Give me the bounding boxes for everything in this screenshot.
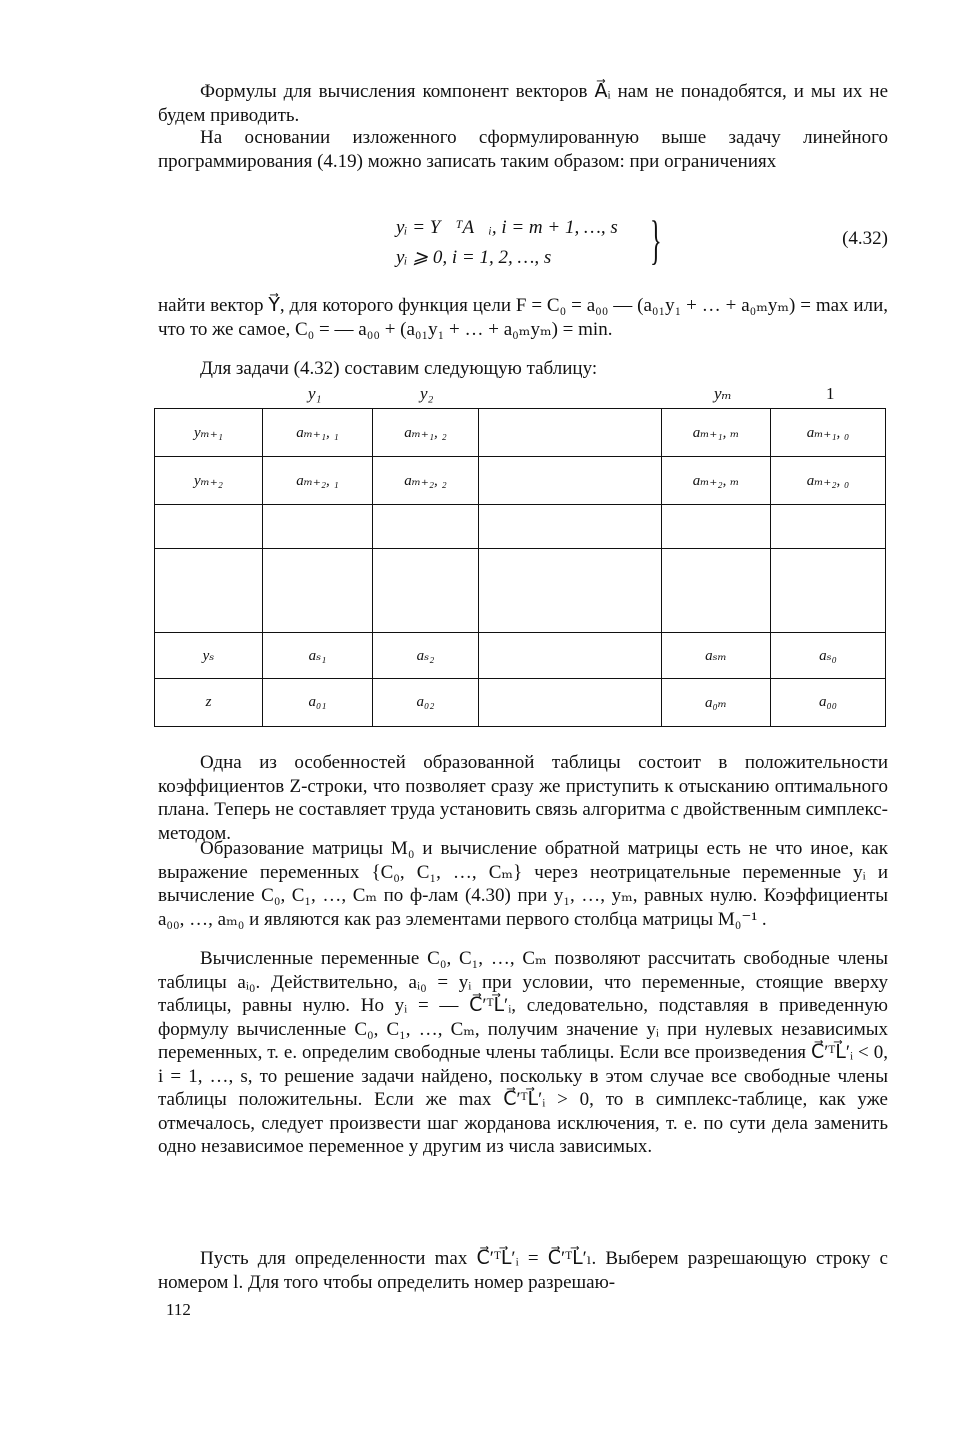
paragraph-7: Вычисленные переменные C₀, C₁, …, Cₘ позволяют рассчитать свободные члены таблицы aᵢ₀. Действительно, aᵢ₀ = yᵢ при условии, что переменные, стоящие вверху таблицы, равны нулю. Но yᵢ = — C⃗′ᵀL⃗′ᵢ, следовательно, подставляя в приведенную формулу вычисленные C₀, C₁, …, Cₘ, получим значение yᵢ при нулевых независимых переменных, т. е. определим свободные члены таблицы. Если все произведения C⃗′ᵀL⃗′ᵢ < 0, i = 1, …, s, то решение задачи найдено, поскольку в этом случае все свободные члены таблицы положительны. Если же max C⃗′ᵀL⃗′ᵢ > 0, то в симплекс-таблице, как уже отмечалось, следует произвести шаг жорданова исключения, т. е. по сути дела заменить одно независимое переменное y другим из числа зависимых. <box>158 948 888 1157</box>
table-cell: a₀₀ <box>771 679 886 727</box>
table-cell <box>479 505 662 549</box>
column-header: y₁ <box>308 384 322 403</box>
table-cell <box>155 505 263 549</box>
table-cell <box>373 549 479 633</box>
table-cell <box>479 409 662 457</box>
table-cell <box>263 549 373 633</box>
table-cell <box>479 679 662 727</box>
table-row <box>155 549 886 633</box>
table-cell <box>479 457 662 505</box>
paragraph-4: Для задачи (4.32) составим следующую таблицу: <box>200 358 598 379</box>
table-cell: aₘ₊₁, ₂ <box>373 409 479 457</box>
right-brace: } <box>650 210 662 270</box>
paragraph-3: найти вектор Y⃗, для которого функция цели F = C₀ = a₀₀ — (a₀₁y₁ + … + a₀ₘyₘ) = max или, что то же самое, C₀ = — a₀₀ + (a₀₁y₁ + … + a₀ₘyₘ) = min. <box>158 295 888 340</box>
table-cell: aₘ₊₂, ₂ <box>373 457 479 505</box>
table-cell: aₘ₊₁, ₀ <box>771 409 886 457</box>
paragraph-8: Пусть для определенности max C⃗′ᵀL⃗′ᵢ = C⃗′ᵀL⃗′ₗ. Выберем разрешающую строку с номером l. Для того чтобы определить номер разрешаю- <box>158 1248 888 1293</box>
paragraph-6: Образование матрицы M₀ и вычисление обратной матрицы есть не что иное, как выражение переменных {C₀, C₁, …, Cₘ} через неотрицательные переменные yᵢ и вычисление C₀, C₁, …, Cₘ по ф-лам (4.30) при y₁, …, yₘ, равных нулю. Коэффициенты a₀₀, …, aₘ₀ и являются как раз элементами первого столбца матрицы M₀⁻¹ . <box>158 838 888 930</box>
paragraph-2: На основании изложенного сформулированную выше задачу линейного программирования (4.19) можно записать таким образом: при ограничениях <box>158 127 888 172</box>
table-cell: aₘ₊₂, ₁ <box>263 457 373 505</box>
table-cell: aₘ₊₁, ₘ <box>662 409 771 457</box>
table-cell: aₛ₂ <box>373 633 479 679</box>
table-cell <box>771 505 886 549</box>
table-row <box>155 505 886 549</box>
table-cell <box>662 505 771 549</box>
column-header: yₘ <box>714 384 732 403</box>
equation-number: (4.32) <box>842 228 888 249</box>
table-cell: a₀₂ <box>373 679 479 727</box>
table-cell <box>771 549 886 633</box>
table-row <box>155 679 886 727</box>
table-row <box>155 409 886 457</box>
table-cell: aₛ₁ <box>263 633 373 679</box>
table-row <box>155 633 886 679</box>
simplex-table <box>154 408 886 727</box>
table-cell: z <box>205 694 212 710</box>
table-cell: aₘ₊₂, ₘ <box>662 457 771 505</box>
table-cell <box>263 505 373 549</box>
table-cell: yₛ <box>155 633 263 679</box>
constraint-line-1: yᵢ = Y⃗ᵀA⃗ᵢ, i = m + 1, …, s <box>396 217 618 238</box>
table-cell <box>479 549 662 633</box>
page-number: 112 <box>166 1300 191 1319</box>
constraint-line-2: yᵢ ⩾ 0, i = 1, 2, …, s <box>396 247 552 268</box>
table-cell: yₘ₊₂ <box>155 457 263 505</box>
table-cell: a₀₁ <box>263 679 373 727</box>
paragraph-1: Формулы для вычисления компонент векторов A⃗ᵢ нам не понадобятся, и мы их не будем приводить. <box>158 81 888 126</box>
table-cell: aₛ₀ <box>771 633 886 679</box>
column-header: 1 <box>826 384 835 403</box>
table-cell: aₘ₊₂, ₀ <box>771 457 886 505</box>
column-header: y₂ <box>420 384 434 403</box>
table-cell <box>373 505 479 549</box>
table-cell: aₘ₊₁, ₁ <box>263 409 373 457</box>
table-cell <box>662 549 771 633</box>
paragraph-5: Одна из особенностей образованной таблицы состоит в положительности коэффициентов Z-строки, что позволяет сразу же приступить к отысканию оптимального плана. Теперь не составляет труда установить связь алгоритма с двойственным симплекс-методом. <box>158 752 888 844</box>
table-cell: aₛₘ <box>662 633 771 679</box>
table-cell: a₀ₘ <box>662 679 771 727</box>
table-row <box>155 457 886 505</box>
table-cell: yₘ₊₁ <box>155 409 263 457</box>
table-cell <box>155 549 263 633</box>
constraint-system <box>396 213 618 273</box>
table-cell <box>479 633 662 679</box>
